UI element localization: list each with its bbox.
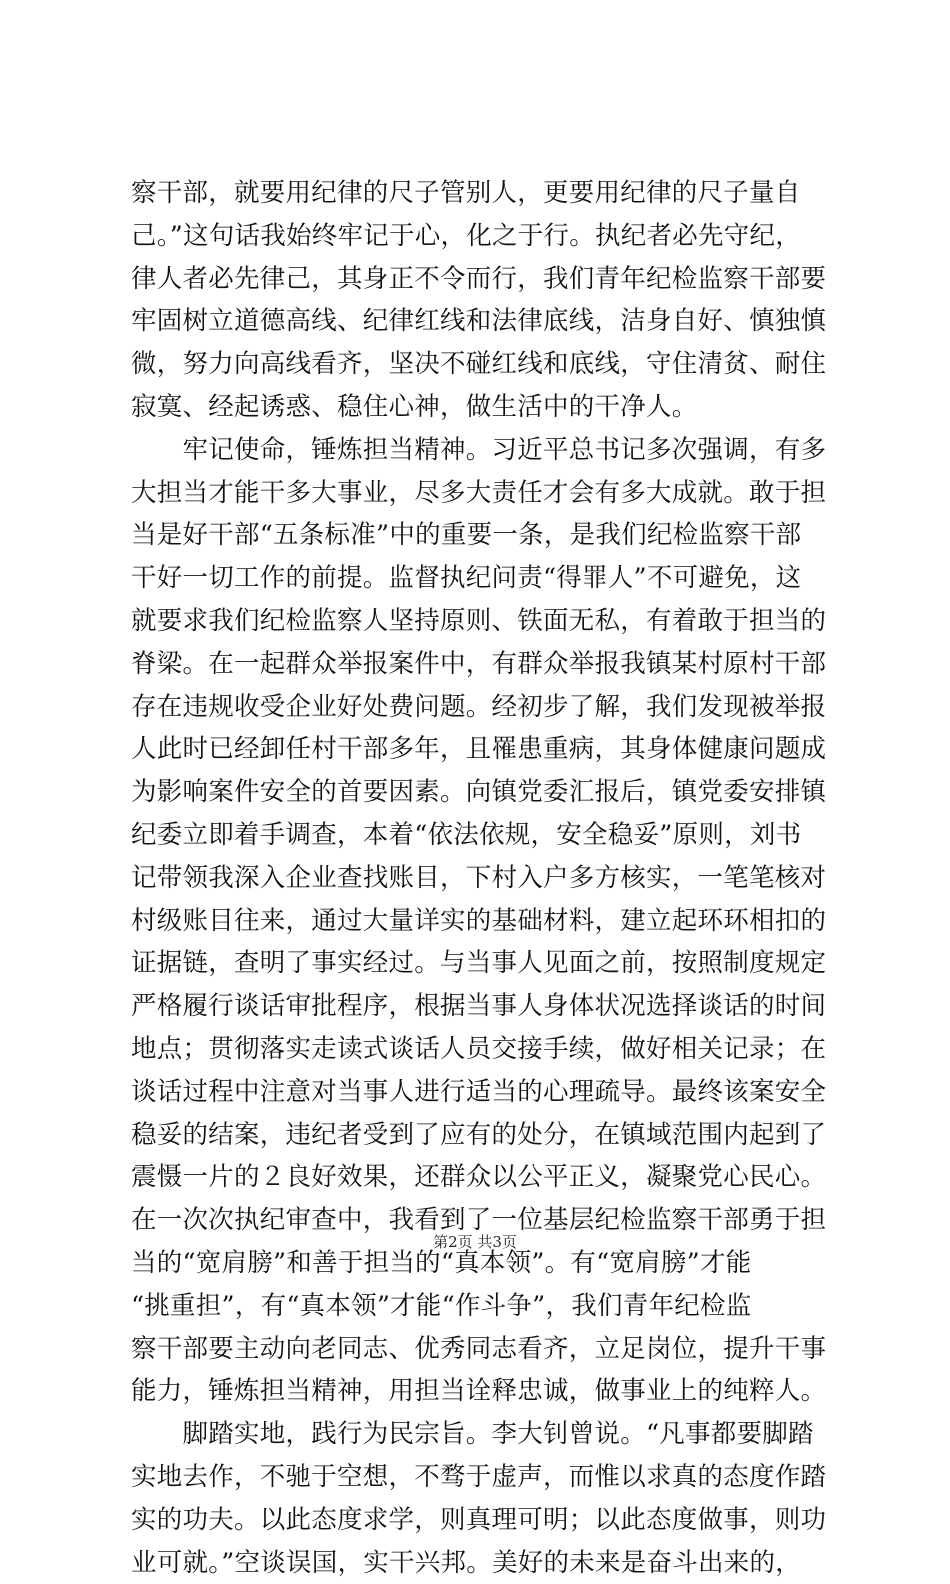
text-line: 律人者必先律己，其身正不令而行，我们青年纪检监察干部要 — [131, 258, 831, 301]
text-line: 实地去作，不驰于空想，不骛于虚声，而惟以求真的态度作踏 — [131, 1456, 831, 1499]
text-line: 牢固树立道德高线、纪律红线和法律底线，洁身自好、慎独慎 — [131, 300, 831, 343]
text-line: 在一次次执纪审查中，我看到了一位基层纪检监察干部勇于担 — [131, 1199, 831, 1242]
body-text — [131, 172, 831, 1584]
page-footer: 第2页 共3页 — [0, 1232, 950, 1252]
text-line: 存在违规收受企业好处费问题。经初步了解，我们发现被举报 — [131, 686, 831, 729]
text-line: 己。”这句话我始终牢记于心，化之于行。执纪者必先守纪， — [131, 215, 831, 258]
text-line: 实的功夫。以此态度求学，则真理可明；以此态度做事，则功 — [131, 1499, 831, 1542]
text-line: 人此时已经卸任村干部多年，且罹患重病，其身体健康问题成 — [131, 728, 831, 771]
text-line: 当是好干部“五条标准”中的重要一条，是我们纪检监察干部 — [131, 514, 831, 557]
text-line: 记带领我深入企业查找账目，下村入户多方核实，一笔笔核对 — [131, 857, 831, 900]
text-line: 纪委立即着手调查，本着“依法依规，安全稳妥”原则，刘书 — [131, 814, 831, 857]
text-line: “挑重担”，有“真本领”才能“作斗争”，我们青年纪检监 — [131, 1285, 831, 1328]
text-line: 谈话过程中注意对当事人进行适当的心理疏导。最终该案安全 — [131, 1071, 831, 1114]
text-line: 严格履行谈话审批程序，根据当事人身体状况选择谈话的时间 — [131, 985, 831, 1028]
text-line: 牢记使命，锤炼担当精神。习近平总书记多次强调，有多 — [131, 429, 831, 472]
text-line: 业可就。”空谈误国，实干兴邦。美好的未来是奋斗出来的， — [131, 1542, 831, 1584]
text-line: 脊梁。在一起群众举报案件中，有群众举报我镇某村原村干部 — [131, 643, 831, 686]
text-line: 当的“宽肩膀”和善于担当的“真本领”。有“宽肩膀”才能 — [131, 1242, 831, 1285]
text-line: 寂寞、经起诱惑、稳住心神，做生活中的干净人。 — [131, 386, 831, 429]
text-line: 村级账目往来，通过大量详实的基础材料，建立起环环相扣的 — [131, 900, 831, 943]
text-line: 能力，锤炼担当精神，用担当诠释忠诚，做事业上的纯粹人。 — [131, 1370, 831, 1413]
text-line: 大担当才能干多大事业，尽多大责任才会有多大成就。敢于担 — [131, 472, 831, 515]
text-line: 干好一切工作的前提。监督执纪问责“得罪人”不可避免，这 — [131, 557, 831, 600]
text-line: 察干部要主动向老同志、优秀同志看齐，立足岗位，提升干事 — [131, 1328, 831, 1371]
text-line: 察干部，就要用纪律的尺子管别人，更要用纪律的尺子量自 — [131, 172, 831, 215]
text-line: 稳妥的结案，违纪者受到了应有的处分，在镇域范围内起到了 — [131, 1114, 831, 1157]
text-line: 脚踏实地，践行为民宗旨。李大钊曾说。“凡事都要脚踏 — [131, 1413, 831, 1456]
text-line: 微，努力向高线看齐，坚决不碰红线和底线，守住清贫、耐住 — [131, 343, 831, 386]
text-line: 为影响案件安全的首要因素。向镇党委汇报后，镇党委安排镇 — [131, 771, 831, 814]
text-line: 证据链，查明了事实经过。与当事人见面之前，按照制度规定 — [131, 942, 831, 985]
text-line: 震慑一片的２良好效果，还群众以公平正义，凝聚党心民心。 — [131, 1156, 831, 1199]
text-line: 就要求我们纪检监察人坚持原则、铁面无私，有着敢于担当的 — [131, 600, 831, 643]
text-line: 地点；贯彻落实走读式谈话人员交接手续，做好相关记录；在 — [131, 1028, 831, 1071]
